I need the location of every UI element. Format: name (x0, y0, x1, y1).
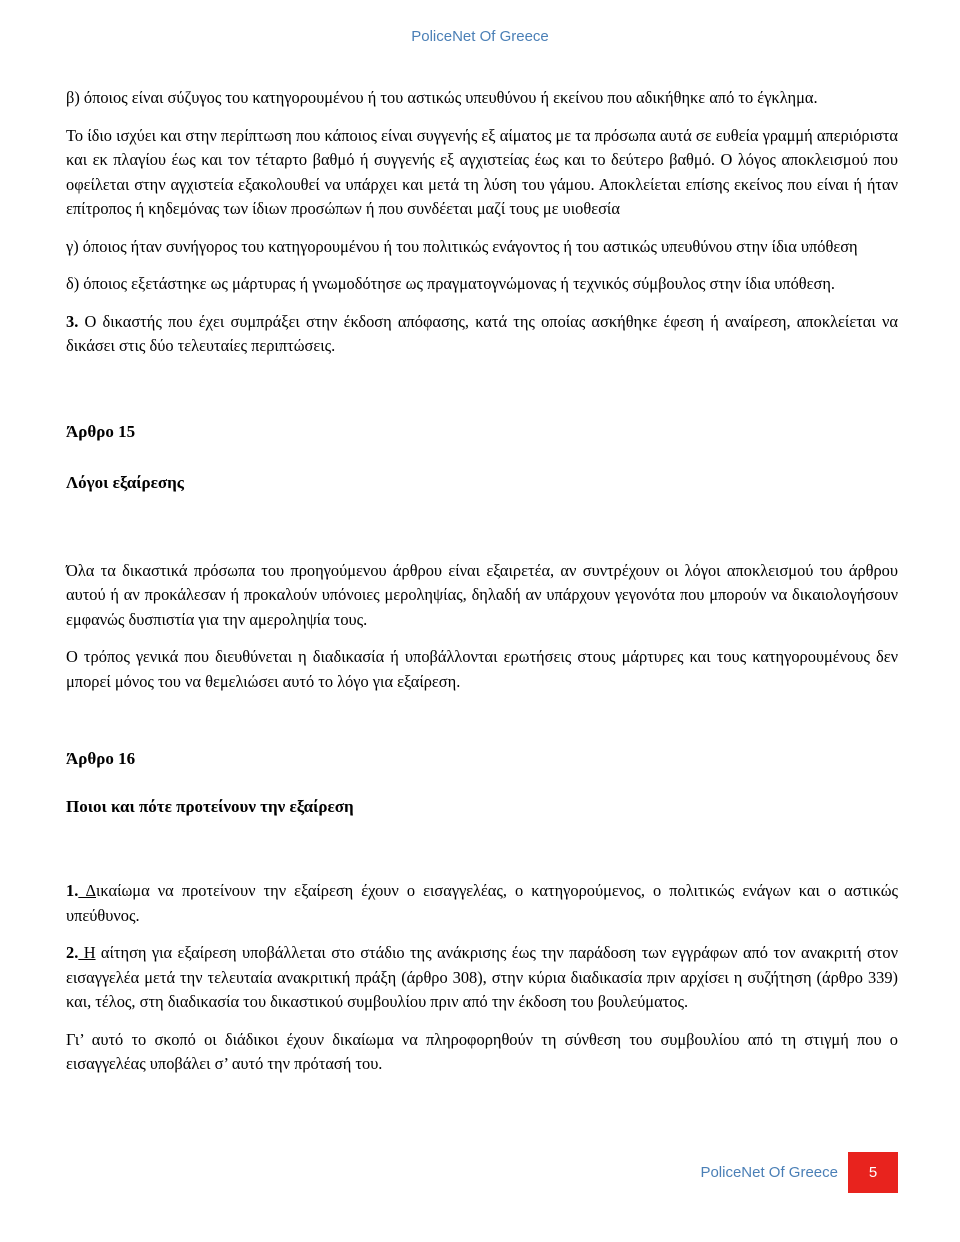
paragraph-3 (66, 310, 898, 359)
article-16-paragraph-3: Γι’ αυτό το σκοπό οι διάδικοι έχουν δικαίωμα να πληροφορηθούν τη σύνθεση του συμβουλίου από τη στιγμή που ο εισαγγελέας υποβάλει σ’ αυτό την πρότασή του. (66, 1029, 898, 1073)
article-15-title: Λόγοι εξαίρεσης (66, 473, 184, 492)
paragraph-initial: Δ (78, 881, 96, 900)
paragraph-text: αίτηση για εξαίρεση υποβάλλεται στο στάδιο της ανάκρισης έως την παράδοση των εγγράφων από τον ανακριτή στον εισαγγελέα μετά την τελευταία ανακριτική πράξη (άρθρο 308), στην κύρια διαδικασία πριν αρχίσει η συζήτηση (άρθρο 339) και, τέλος, στη διαδικασία του δικαστικού συμβουλίου πριν από την έκδοση του βουλεύματος. (66, 943, 898, 1011)
paragraph-d: δ) όποιος εξετάστηκε ως μάρτυρας ή γνωμοδότησε ως πραγματογνώμονας ή τεχνικός σύμβουλος στην ίδια υπόθεση. (66, 274, 836, 293)
article-16-title: Ποιοι και πότε προτείνουν την εξαίρεση (66, 796, 354, 816)
paragraph-text: ικαίωμα να προτείνουν την εξαίρεση έχουν ο εισαγγελέας, ο κατηγορούμενος, ο πολιτικώς ενάγων και ο αστικώς υπεύθυνος. (66, 881, 898, 925)
page-header: PoliceNet Of Greece (411, 28, 549, 45)
article-16-paragraph-1 (66, 879, 898, 928)
footer-brand: PoliceNet Of Greece (700, 1164, 838, 1181)
paragraph-number: 1. (66, 881, 79, 900)
document-body (66, 86, 898, 1077)
page-number-badge: 5 (848, 1152, 898, 1193)
article-16-paragraph-2 (66, 941, 898, 1015)
paragraph-c: γ) όποιος ήταν συνήγορος του κατηγορουμένου ή του πολιτικώς ενάγοντος ή του αστικώς υπευθύνου στην ίδια υπόθεση (66, 236, 858, 256)
paragraph-b: β) όποιος είναι σύζυγος του κατηγορουμένου ή του αστικώς υπευθύνου ή εκείνου που αδικήθηκε από το έγκλημα. (66, 88, 818, 107)
page-footer (700, 1152, 898, 1193)
article-16-number: Άρθρο 16 (66, 749, 136, 768)
paragraph-initial: Η (78, 943, 96, 962)
paragraph-text: Ο δικαστής που έχει συμπράξει στην έκδοση απόφασης, κατά της οποίας ασκήθηκε έφεση ή αναίρεση, αποκλείεται να δικάσει στις δύο τελευταίες περιπτώσεις. (66, 311, 898, 355)
paragraph-number: 2. (66, 943, 79, 962)
article-15-paragraph-2: Ο τρόπος γενικά που διευθύνεται η διαδικασία ή υποβάλλονται ερωτήσεις στους μάρτυρες και τους κατηγορουμένους δεν μπορεί μόνος του να θεμελιώσει αυτό το λόγο για εξαίρεση. (66, 647, 898, 691)
paragraph-number: 3. (66, 311, 79, 331)
article-15-paragraph-1: Όλα τα δικαστικά πρόσωπα του προηγούμενου άρθρου είναι εξαιρετέα, αν συντρέχουν οι λόγοι αποκλεισμού του άρθρου αυτού ή αν προκάλεσαν ή προκαλούν υπόνοιες μεροληψίας, δηλαδή αν υπάρχουν γεγονότα που μπορούν να δικαιολογήσουν εμφανώς δυσπιστία για την αμεροληψία τους. (66, 560, 898, 629)
paragraph-relatives: Το ίδιο ισχύει και στην περίπτωση που κάποιος είναι συγγενής εξ αίματος με τα πρόσωπα αυτά σε ευθεία γραμμή απεριόριστα και εκ πλαγίου έως και τον τέταρτο βαθμό ή συγγενής εξ αγχιστείας έως και το δεύτερο βαθμό. Ο λόγος αποκλεισμού που οφείλεται στην αγχιστεία εξακολουθεί να υπάρχει και μετά τη λύση του γάμου. Αποκλείεται επίσης εκείνος που είναι ή ήταν επίτροπος ή κηδεμόνας των ίδιων προσώπων ή που συνδέεται μαζί τους με υιοθεσία (66, 125, 898, 218)
article-15-number: Άρθρο 15 (66, 421, 136, 441)
